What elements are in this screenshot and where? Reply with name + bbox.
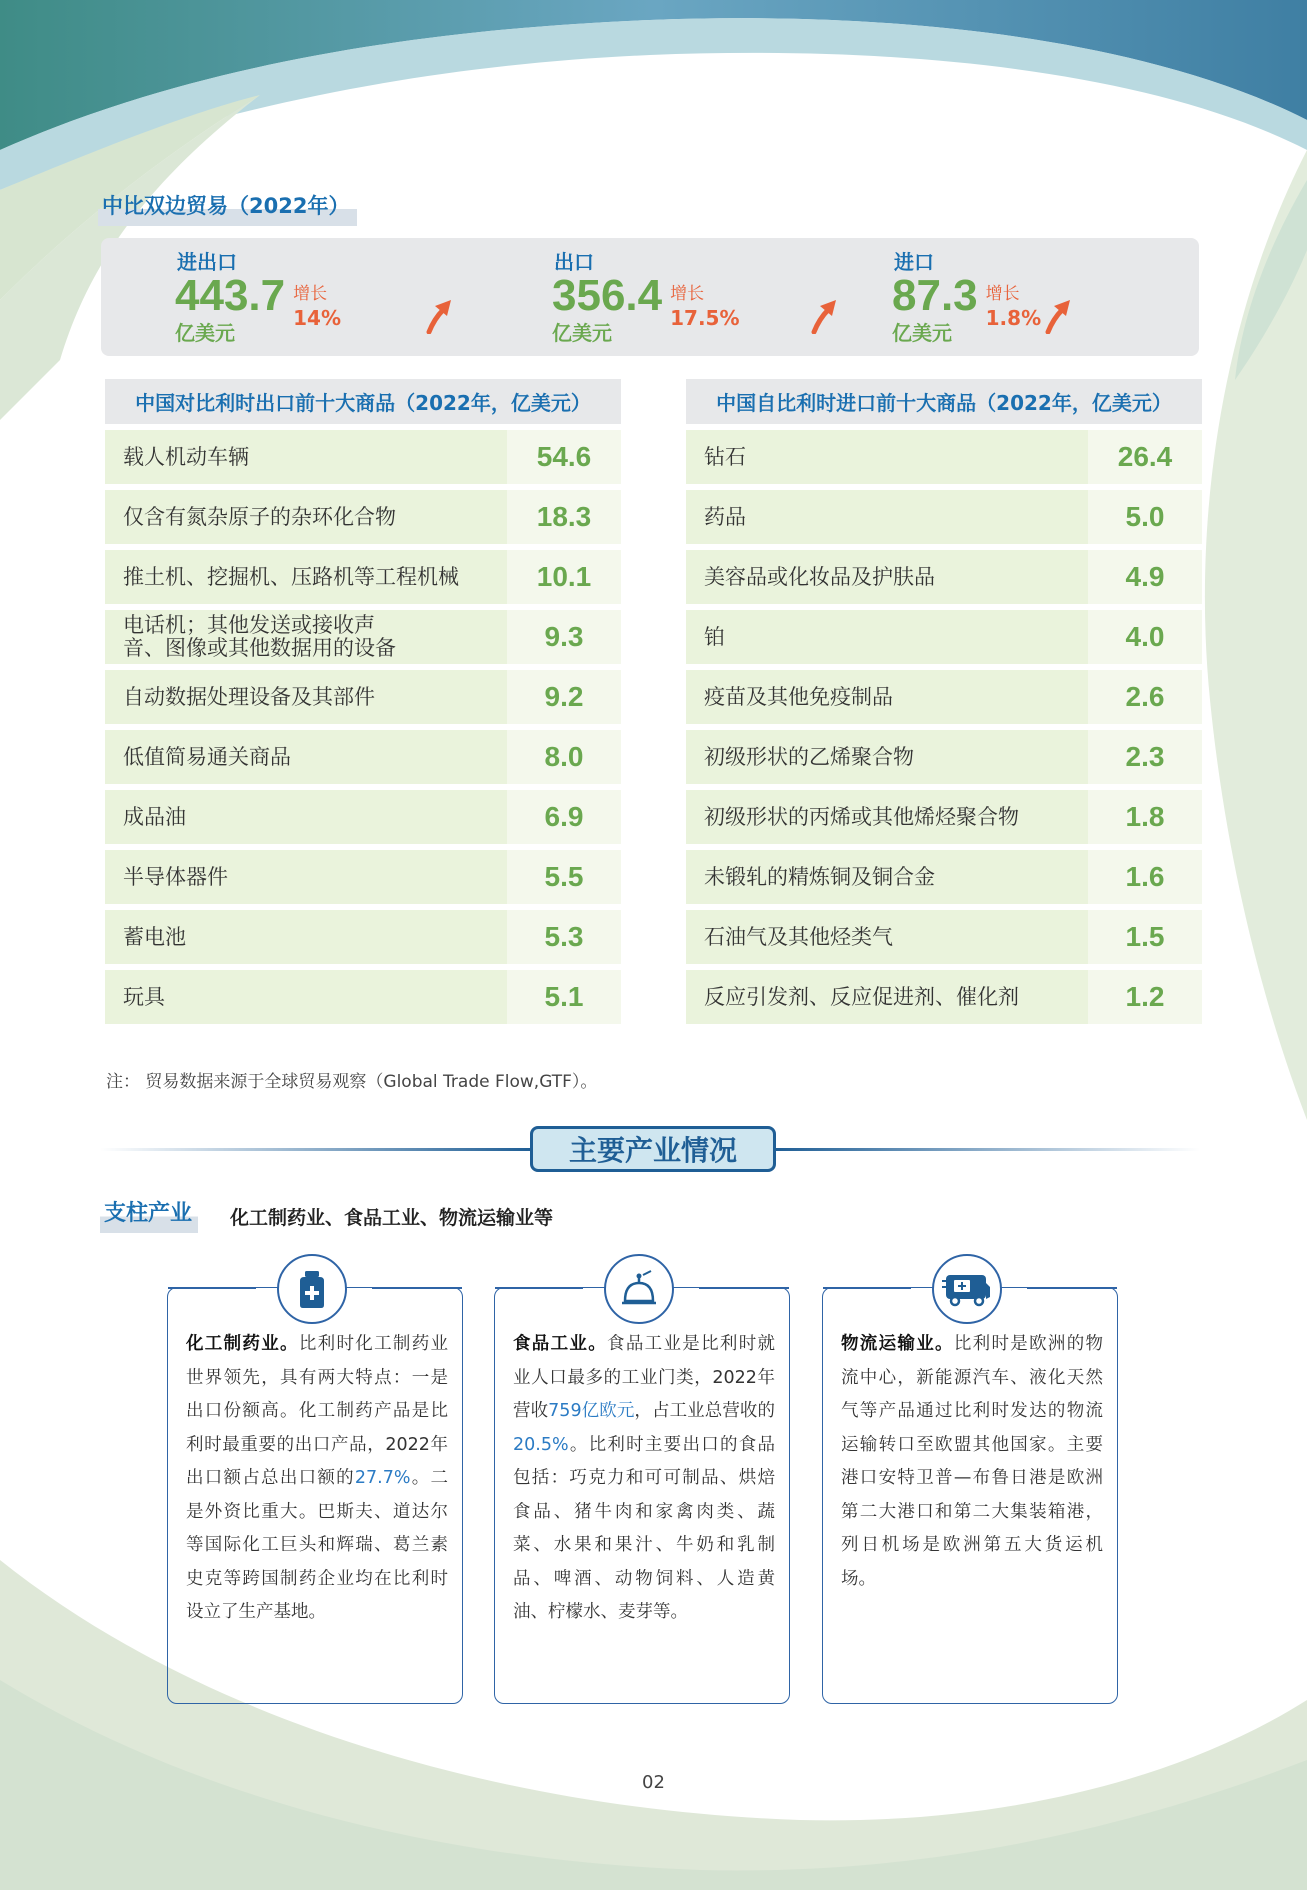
item-value: 10.1 <box>507 550 621 604</box>
banner-line-right <box>774 1148 1200 1151</box>
item-name: 石油气及其他烃类气 <box>686 910 1088 964</box>
item-name: 未锻轧的精炼铜及铜合金 <box>686 850 1088 904</box>
card-title: 化工制药业。 <box>186 1334 299 1354</box>
item-name: 蓄电池 <box>105 910 507 964</box>
item-value: 5.5 <box>507 850 621 904</box>
banner-line-left <box>100 1148 532 1151</box>
medicine-bottle-icon <box>277 1254 347 1324</box>
item-value: 18.3 <box>507 490 621 544</box>
industry-card-food <box>494 1287 790 1704</box>
stat-unit: 亿美元 <box>552 321 612 345</box>
table-row <box>105 790 621 844</box>
card-text-part: 。比利时主要出口的食品包括：巧克力和可可制品、烘焙食品、猪牛肉和家禽肉类、蔬菜、水果和果汁、牛奶和乳制品、啤酒、动物饲料、人造黄油、柠檬水、麦芽等。 <box>513 1434 775 1622</box>
page-number: 02 <box>642 1772 665 1793</box>
item-value: 5.1 <box>507 970 621 1024</box>
stat-label: 进出口 <box>177 250 237 274</box>
table-row <box>105 970 621 1024</box>
card-text-part: 比利时是欧洲的物流中心，新能源汽车、液化天然气等产品通过比利时发达的物流运输转口至欧盟其他国家。主要港口安特卫普—布鲁日港是欧洲第二大港口和第二大集装箱港，列日机场是欧洲第五大货运机场。 <box>841 1334 1104 1589</box>
item-value: 1.2 <box>1088 970 1202 1024</box>
food-cloche-icon <box>604 1254 674 1324</box>
export-table <box>105 379 621 1030</box>
card-text <box>513 1328 775 1630</box>
item-name: 铂 <box>686 610 1088 664</box>
item-value: 4.0 <box>1088 610 1202 664</box>
export-table-title: 中国对比利时出口前十大商品（2022年，亿美元） <box>105 379 621 424</box>
stat-label: 进口 <box>894 250 934 274</box>
item-name: 成品油 <box>105 790 507 844</box>
section-banner: 主要产业情况 <box>530 1126 776 1172</box>
item-value: 54.6 <box>507 430 621 484</box>
up-arrow-icon <box>1044 298 1074 334</box>
item-value: 2.6 <box>1088 670 1202 724</box>
card-text-part: 食品工业是比利时就业人口最多的工业门类，2022年营收 <box>513 1334 776 1421</box>
item-value: 8.0 <box>507 730 621 784</box>
growth-value: 1.8% <box>985 306 1042 330</box>
up-arrow-icon <box>810 298 840 334</box>
table-row <box>105 850 621 904</box>
item-value: 1.5 <box>1088 910 1202 964</box>
item-name: 反应引发剂、反应促进剂、催化剂 <box>686 970 1088 1024</box>
stat-value: 356.4 <box>552 271 663 320</box>
table-row <box>105 670 621 724</box>
item-name: 钻石 <box>686 430 1088 484</box>
table-row <box>686 610 1202 664</box>
pillar-text: 化工制药业、食品工业、物流运输业等 <box>230 1207 554 1229</box>
table-row <box>105 610 621 664</box>
item-value: 9.2 <box>507 670 621 724</box>
item-name: 半导体器件 <box>105 850 507 904</box>
growth-value: 14% <box>293 306 341 330</box>
highlight-value: 759亿欧元 <box>548 1401 635 1421</box>
highlight-value: 27.7% <box>354 1468 411 1488</box>
item-name: 美容品或化妆品及护肤品 <box>686 550 1088 604</box>
item-name: 药品 <box>686 490 1088 544</box>
growth-value: 17.5% <box>670 306 740 330</box>
growth-label: 增长 <box>985 284 1020 304</box>
table-row <box>686 550 1202 604</box>
item-value: 1.8 <box>1088 790 1202 844</box>
up-arrow-icon <box>425 298 455 334</box>
item-name: 推土机、挖掘机、压路机等工程机械 <box>105 550 507 604</box>
delivery-truck-icon <box>932 1254 1002 1324</box>
import-table <box>686 379 1202 1030</box>
growth-label: 增长 <box>293 284 328 304</box>
item-value: 4.9 <box>1088 550 1202 604</box>
stat-value: 87.3 <box>892 271 978 320</box>
card-title: 物流运输业。 <box>841 1334 954 1354</box>
item-name: 电话机；其他发送或接收声音、图像或其他数据用的设备 <box>105 610 507 664</box>
card-text-part: 比利时化工制药业世界领先，具有两大特点：一是出口份额高。化工制药产品是比利时最重要的出口产品，2022年出口额占总出口额的 <box>186 1334 449 1488</box>
item-value: 6.9 <box>507 790 621 844</box>
stat-unit: 亿美元 <box>175 321 235 345</box>
table-row <box>686 850 1202 904</box>
item-value: 9.3 <box>507 610 621 664</box>
card-text-part: ，占工业总营收的 <box>634 1401 776 1421</box>
pillar-tag: 支柱产业 <box>100 1196 198 1233</box>
item-name: 初级形状的乙烯聚合物 <box>686 730 1088 784</box>
item-value: 5.3 <box>507 910 621 964</box>
stat-import <box>892 246 1041 346</box>
stat-total <box>175 246 341 346</box>
highlight-value: 20.5% <box>513 1434 569 1455</box>
table-row <box>686 790 1202 844</box>
stat-label: 出口 <box>554 250 594 274</box>
item-name: 初级形状的丙烯或其他烯烃聚合物 <box>686 790 1088 844</box>
table-row <box>686 970 1202 1024</box>
industry-card-logistics <box>822 1287 1118 1704</box>
card-title: 食品工业。 <box>513 1334 608 1354</box>
item-name: 自动数据处理设备及其部件 <box>105 670 507 724</box>
table-row <box>686 490 1202 544</box>
source-note: 注： 贸易数据来源于全球贸易观察（Global Trade Flow,GTF）。 <box>106 1072 598 1092</box>
table-row <box>105 910 621 964</box>
item-name: 载人机动车辆 <box>105 430 507 484</box>
industry-card-chemical <box>167 1287 463 1704</box>
card-text-part: 。二是外资比重大。巴斯夫、道达尔等国际化工巨头和辉瑞、葛兰素史克等跨国制药企业均在比利时设立了生产基地。 <box>186 1468 449 1622</box>
card-text <box>186 1328 448 1630</box>
section-title: 中比双边贸易（2022年） <box>98 188 357 226</box>
table-row <box>105 430 621 484</box>
table-row <box>105 550 621 604</box>
table-row <box>686 430 1202 484</box>
table-row <box>686 730 1202 784</box>
growth-label: 增长 <box>670 284 705 304</box>
card-text <box>841 1328 1103 1596</box>
item-name: 低值简易通关商品 <box>105 730 507 784</box>
item-name: 仅含有氮杂原子的杂环化合物 <box>105 490 507 544</box>
item-name: 疫苗及其他免疫制品 <box>686 670 1088 724</box>
item-value: 5.0 <box>1088 490 1202 544</box>
item-value: 2.3 <box>1088 730 1202 784</box>
table-row <box>686 910 1202 964</box>
table-row <box>105 730 621 784</box>
table-row <box>686 670 1202 724</box>
trade-summary-panel <box>101 238 1199 356</box>
stat-unit: 亿美元 <box>892 321 952 345</box>
stat-value: 443.7 <box>175 271 286 320</box>
stat-export <box>552 246 740 346</box>
item-value: 26.4 <box>1088 430 1202 484</box>
item-name: 玩具 <box>105 970 507 1024</box>
import-table-title: 中国自比利时进口前十大商品（2022年，亿美元） <box>686 379 1202 424</box>
item-value: 1.6 <box>1088 850 1202 904</box>
table-row <box>105 490 621 544</box>
